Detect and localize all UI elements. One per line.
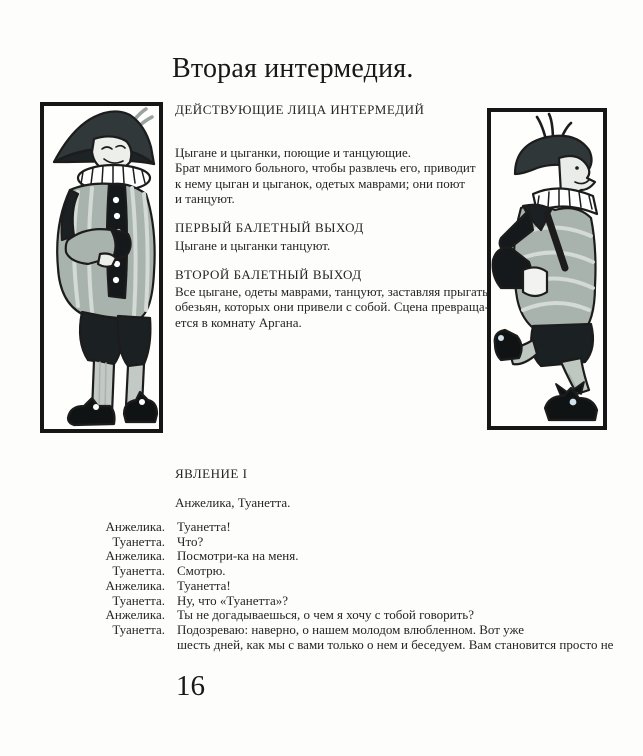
dancing-gypsy-figure-illustration (491, 112, 603, 426)
cast-description (175, 145, 476, 206)
ballet-line: обезьян, которых они привели с собой. Сцена превраща- (175, 299, 489, 315)
first-ballet-text (175, 238, 330, 253)
dialogue-row (20, 535, 626, 550)
dialogue-row (20, 608, 626, 623)
speaker-name: Туанетта. (112, 533, 165, 549)
speaker-name: Анжелика. (105, 577, 165, 593)
dialogue-line: Ну, что «Туанетта»? (177, 592, 289, 608)
dialogue-line: Посмотри-ка на меня. (177, 548, 299, 564)
speaker-name: Туанетта. (112, 592, 165, 608)
speaker-name: Туанетта. (112, 621, 165, 637)
cast-line: и танцуют. (175, 190, 235, 206)
dialogue-block (20, 520, 626, 652)
cast-heading: ДЕЙСТВУЮЩИЕ ЛИЦА ИНТЕРМЕДИЙ (175, 102, 425, 117)
speaker-name: Анжелика. (105, 519, 165, 534)
cast-line: Цыгане и цыганки, поющие и танцующие. (175, 145, 412, 160)
dialogue-row (20, 564, 626, 579)
ballet-line: Все цыгане, одеты маврами, танцуют, заставляя прыгать (175, 284, 489, 299)
second-ballet-text (175, 284, 489, 330)
dialogue-line: Ты не догадываешься, о чем я хочу с тобой говорить? (177, 607, 474, 623)
page-title: Вторая интермедия. (172, 53, 414, 84)
dialogue-row (20, 520, 626, 535)
speaker-name: Анжелика. (105, 607, 165, 623)
dialogue-line: Туанетта! (177, 519, 231, 534)
cast-line: к нему цыган и цыганок, одетых маврами; они поют (175, 175, 465, 191)
dialogue-line: Подозреваю: наверно, о нашем молодом влюбленном. Вот уже (177, 621, 525, 637)
dialogue-row (20, 549, 626, 564)
speaker-name: Туанетта. (112, 563, 165, 579)
dialogue-row (20, 579, 626, 594)
ballet-line: Цыгане и цыганки танцуют. (175, 238, 331, 253)
dialogue-line: Смотрю. (177, 563, 226, 579)
page-number: 16 (176, 670, 205, 702)
first-ballet-heading: ПЕРВЫЙ БАЛЕТНЫЙ ВЫХОД (175, 220, 364, 235)
right-illustration-frame (487, 108, 607, 430)
scene-heading: ЯВЛЕНИЕ I (175, 466, 248, 481)
dialogue-line: Что? (177, 533, 204, 549)
dialogue-row (20, 594, 626, 609)
second-ballet-heading: ВТОРОЙ БАЛЕТНЫЙ ВЫХОД (175, 267, 362, 282)
scene-characters: Анжелика, Туанетта. (175, 495, 291, 510)
left-illustration-frame (40, 102, 163, 433)
dialogue-row (20, 623, 626, 652)
dialogue-line: шесть дней, как мы с вами только о нем и беседуем. Вам становится просто не (177, 636, 614, 652)
standing-gypsy-figure-illustration (44, 106, 159, 429)
cast-line: Брат мнимого больного, чтобы развлечь его, приводит (175, 160, 476, 176)
dialogue-line: Туанетта! (177, 577, 231, 593)
ballet-line: ется в комнату Аргана. (175, 314, 302, 330)
speaker-name: Анжелика. (105, 548, 165, 564)
